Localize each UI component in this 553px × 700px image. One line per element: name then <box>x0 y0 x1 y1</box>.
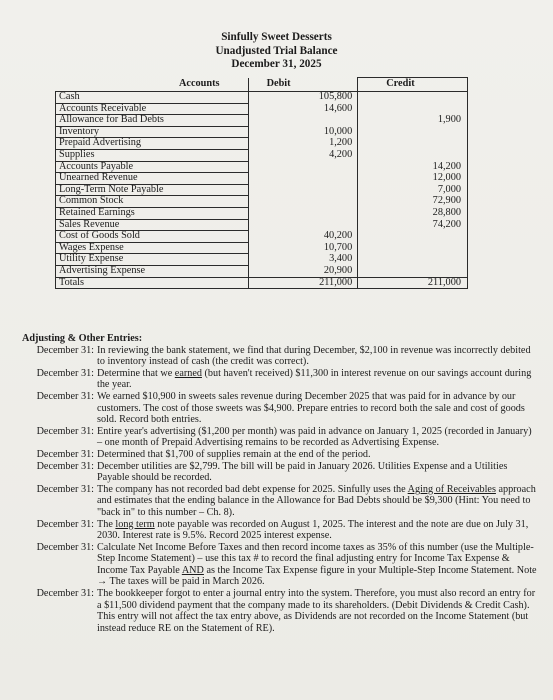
table-row <box>56 219 468 231</box>
entry-item <box>22 368 537 391</box>
entry-text <box>97 368 537 391</box>
entry-date: December 31: <box>36 425 94 437</box>
credit-amount <box>358 103 468 115</box>
table-row <box>56 242 468 254</box>
debit-amount <box>248 207 358 219</box>
debit-amount: 4,200 <box>248 149 358 161</box>
entry-date: December 31: <box>36 367 94 379</box>
table-row <box>56 196 468 208</box>
table-header-row <box>56 78 468 92</box>
debit-amount <box>248 115 358 127</box>
entry-text-part: approach and estimates that the ending balance in the Allowance for Bad Debts should be $9,300 (Hint: You need to "back in" to this number – Ch. 8). <box>97 483 536 518</box>
account-name: Sales Revenue <box>56 219 249 231</box>
debit-amount: 10,700 <box>248 242 358 254</box>
entry-date: December 31: <box>36 541 94 553</box>
table-row <box>56 184 468 196</box>
trial-balance-table <box>55 77 468 289</box>
entry-item <box>22 588 537 634</box>
entry-text-underlined: earned <box>174 367 202 379</box>
entry-text-part: (but haven't received) $11,300 in interest revenue on our savings account during the year. <box>97 367 532 391</box>
entry-text-part: Calculate Net Income Before Taxes and then record income taxes as 35% of this number (use the Multiple-Step Income Statement) – use this tax # to record the final adjusting entry for Income Tax Expense & Income Tax Payable <box>97 541 534 576</box>
entry-date: December 31: <box>36 344 94 356</box>
credit-amount <box>358 149 468 161</box>
entry-text-part: note payable was recorded on August 1, 2025. The interest and the note are due on July 31, 2030. Interest rate is 9.5%. Record 2025 interest expense. <box>97 518 529 542</box>
credit-amount: 12,000 <box>358 173 468 185</box>
entry-item <box>22 345 537 368</box>
entry-text-underlined: AND <box>181 564 204 576</box>
entry-text-body: Entire year's advertising ($1,200 per month) was paid in advance on January 1, 2025 (recorded in January) – one month of Prepaid Advertising remains to be recorded as Advertising Expense. <box>97 425 532 449</box>
credit-amount <box>358 126 468 138</box>
entry-text <box>97 484 537 519</box>
entry-text-body: The bookkeeper forgot to enter a journal entry into the system. Therefore, you must also record an entry for a $11,500 dividend payment that the company made to its shareholders. (Debit Dividends & Credit Cash). This entry will not affect the tax entry above, as Dividends are not recorded on the Income Statement (but instead reduce RE on the Statement of RE). <box>97 588 536 634</box>
table-row <box>56 161 468 173</box>
entry-text <box>97 426 537 449</box>
debit-amount <box>248 173 358 185</box>
entry-item <box>22 449 537 461</box>
account-name: Advertising Expense <box>56 265 249 277</box>
entry-item <box>22 484 537 519</box>
entry-text-body: We earned $10,900 in sweets sales revenue during December 2025 that was paid for in advance by our customers. The cost of those sweets was $4,900. Prepare entries to record both the sale and cost of goods sold. Record both entries. <box>97 390 525 426</box>
entry-item <box>22 391 537 426</box>
entry-text-body: Determined that $1,700 of supplies remain at the end of the period. <box>97 448 371 460</box>
debit-header: Debit <box>248 78 358 92</box>
table-row <box>56 207 468 219</box>
table-row <box>56 231 468 243</box>
table-row <box>56 92 468 104</box>
credit-amount <box>358 265 468 277</box>
entry-text-body: In reviewing the bank statement, we find that during December, $2,100 in revenue was incorrectly debited to inventory instead of cash (the credit was correct). <box>97 344 531 368</box>
credit-amount: 74,200 <box>358 219 468 231</box>
entry-text <box>97 588 537 634</box>
account-name: Wages Expense <box>56 242 249 254</box>
debit-amount <box>248 219 358 231</box>
report-title: Unadjusted Trial Balance <box>215 44 338 57</box>
report-date: December 31, 2025 <box>231 58 322 70</box>
credit-amount: 14,200 <box>358 161 468 173</box>
entry-date: December 31: <box>36 448 94 460</box>
account-name: Cash <box>56 92 249 104</box>
credit-amount: 1,900 <box>358 115 468 127</box>
entry-text <box>97 519 537 542</box>
credit-amount <box>358 242 468 254</box>
table-row <box>56 103 468 115</box>
credit-header: Credit <box>358 78 468 92</box>
entry-text-part: The <box>97 518 116 530</box>
table-row <box>56 138 468 150</box>
company-name: Sinfully Sweet Desserts <box>221 31 332 43</box>
debit-amount: 1,200 <box>248 138 358 150</box>
entry-text <box>97 345 537 368</box>
report-header <box>0 31 553 72</box>
entry-date: December 31: <box>36 390 94 402</box>
entry-text-underlined: long term <box>115 518 155 530</box>
entry-text <box>97 461 537 484</box>
totals-label: Totals <box>56 277 249 289</box>
table-row <box>56 115 468 127</box>
table-row <box>56 126 468 138</box>
entry-date: December 31: <box>36 518 94 530</box>
total-credit: 211,000 <box>358 277 468 289</box>
accounts-header: Accounts <box>56 78 249 92</box>
debit-amount: 20,900 <box>248 265 358 277</box>
credit-amount <box>358 138 468 150</box>
credit-amount: 28,800 <box>358 207 468 219</box>
credit-amount <box>358 254 468 266</box>
table-row <box>56 254 468 266</box>
debit-amount <box>248 161 358 173</box>
entry-text-part: The company has not recorded bad debt expense for 2025. Sinfully uses the <box>97 483 408 495</box>
adjusting-entries <box>22 333 537 634</box>
entries-title: Adjusting & Other Entries: <box>22 333 143 344</box>
entry-item <box>22 519 537 542</box>
account-name: Supplies <box>56 149 249 161</box>
entry-item <box>22 542 537 588</box>
account-name: Utility Expense <box>56 254 249 266</box>
account-name: Long-Term Note Payable <box>56 184 249 196</box>
entry-text-underlined: Aging of Receivables <box>407 483 496 495</box>
entry-item <box>22 426 537 449</box>
entry-text-part: as the Income Tax Expense figure in your Multiple-Step Income Statement. Note → The taxes will be paid in March 2026. <box>97 564 537 588</box>
entry-date: December 31: <box>36 588 94 600</box>
account-name: Prepaid Advertising <box>56 138 249 150</box>
table-row <box>56 149 468 161</box>
table-row <box>56 265 468 277</box>
debit-amount: 40,200 <box>248 231 358 243</box>
entry-text-part: Determine that we <box>97 367 175 379</box>
account-name: Retained Earnings <box>56 207 249 219</box>
entry-item <box>22 461 537 484</box>
entry-text <box>97 391 537 426</box>
account-name: Allowance for Bad Debts <box>56 115 249 127</box>
account-name: Accounts Payable <box>56 161 249 173</box>
total-debit: 211,000 <box>248 277 358 289</box>
account-name: Cost of Goods Sold <box>56 231 249 243</box>
debit-amount: 14,600 <box>248 103 358 115</box>
credit-amount <box>358 231 468 243</box>
account-name: Inventory <box>56 126 249 138</box>
entry-text <box>97 542 537 588</box>
debit-amount: 10,000 <box>248 126 358 138</box>
entry-date: December 31: <box>36 460 94 472</box>
account-name: Unearned Revenue <box>56 173 249 185</box>
debit-amount <box>248 184 358 196</box>
entry-text-body: December utilities are $2,799. The bill will be paid in January 2026. Utilities Expense and a Utilities Payable should be recorded. <box>97 460 508 484</box>
debit-amount <box>248 196 358 208</box>
entry-date: December 31: <box>36 483 94 495</box>
totals-row <box>56 277 468 289</box>
account-name: Accounts Receivable <box>56 103 249 115</box>
debit-amount: 3,400 <box>248 254 358 266</box>
account-name: Common Stock <box>56 196 249 208</box>
entry-text <box>97 449 537 461</box>
credit-amount: 7,000 <box>358 184 468 196</box>
debit-amount: 105,800 <box>248 92 358 104</box>
table-row <box>56 173 468 185</box>
credit-amount <box>358 92 468 104</box>
credit-amount: 72,900 <box>358 196 468 208</box>
